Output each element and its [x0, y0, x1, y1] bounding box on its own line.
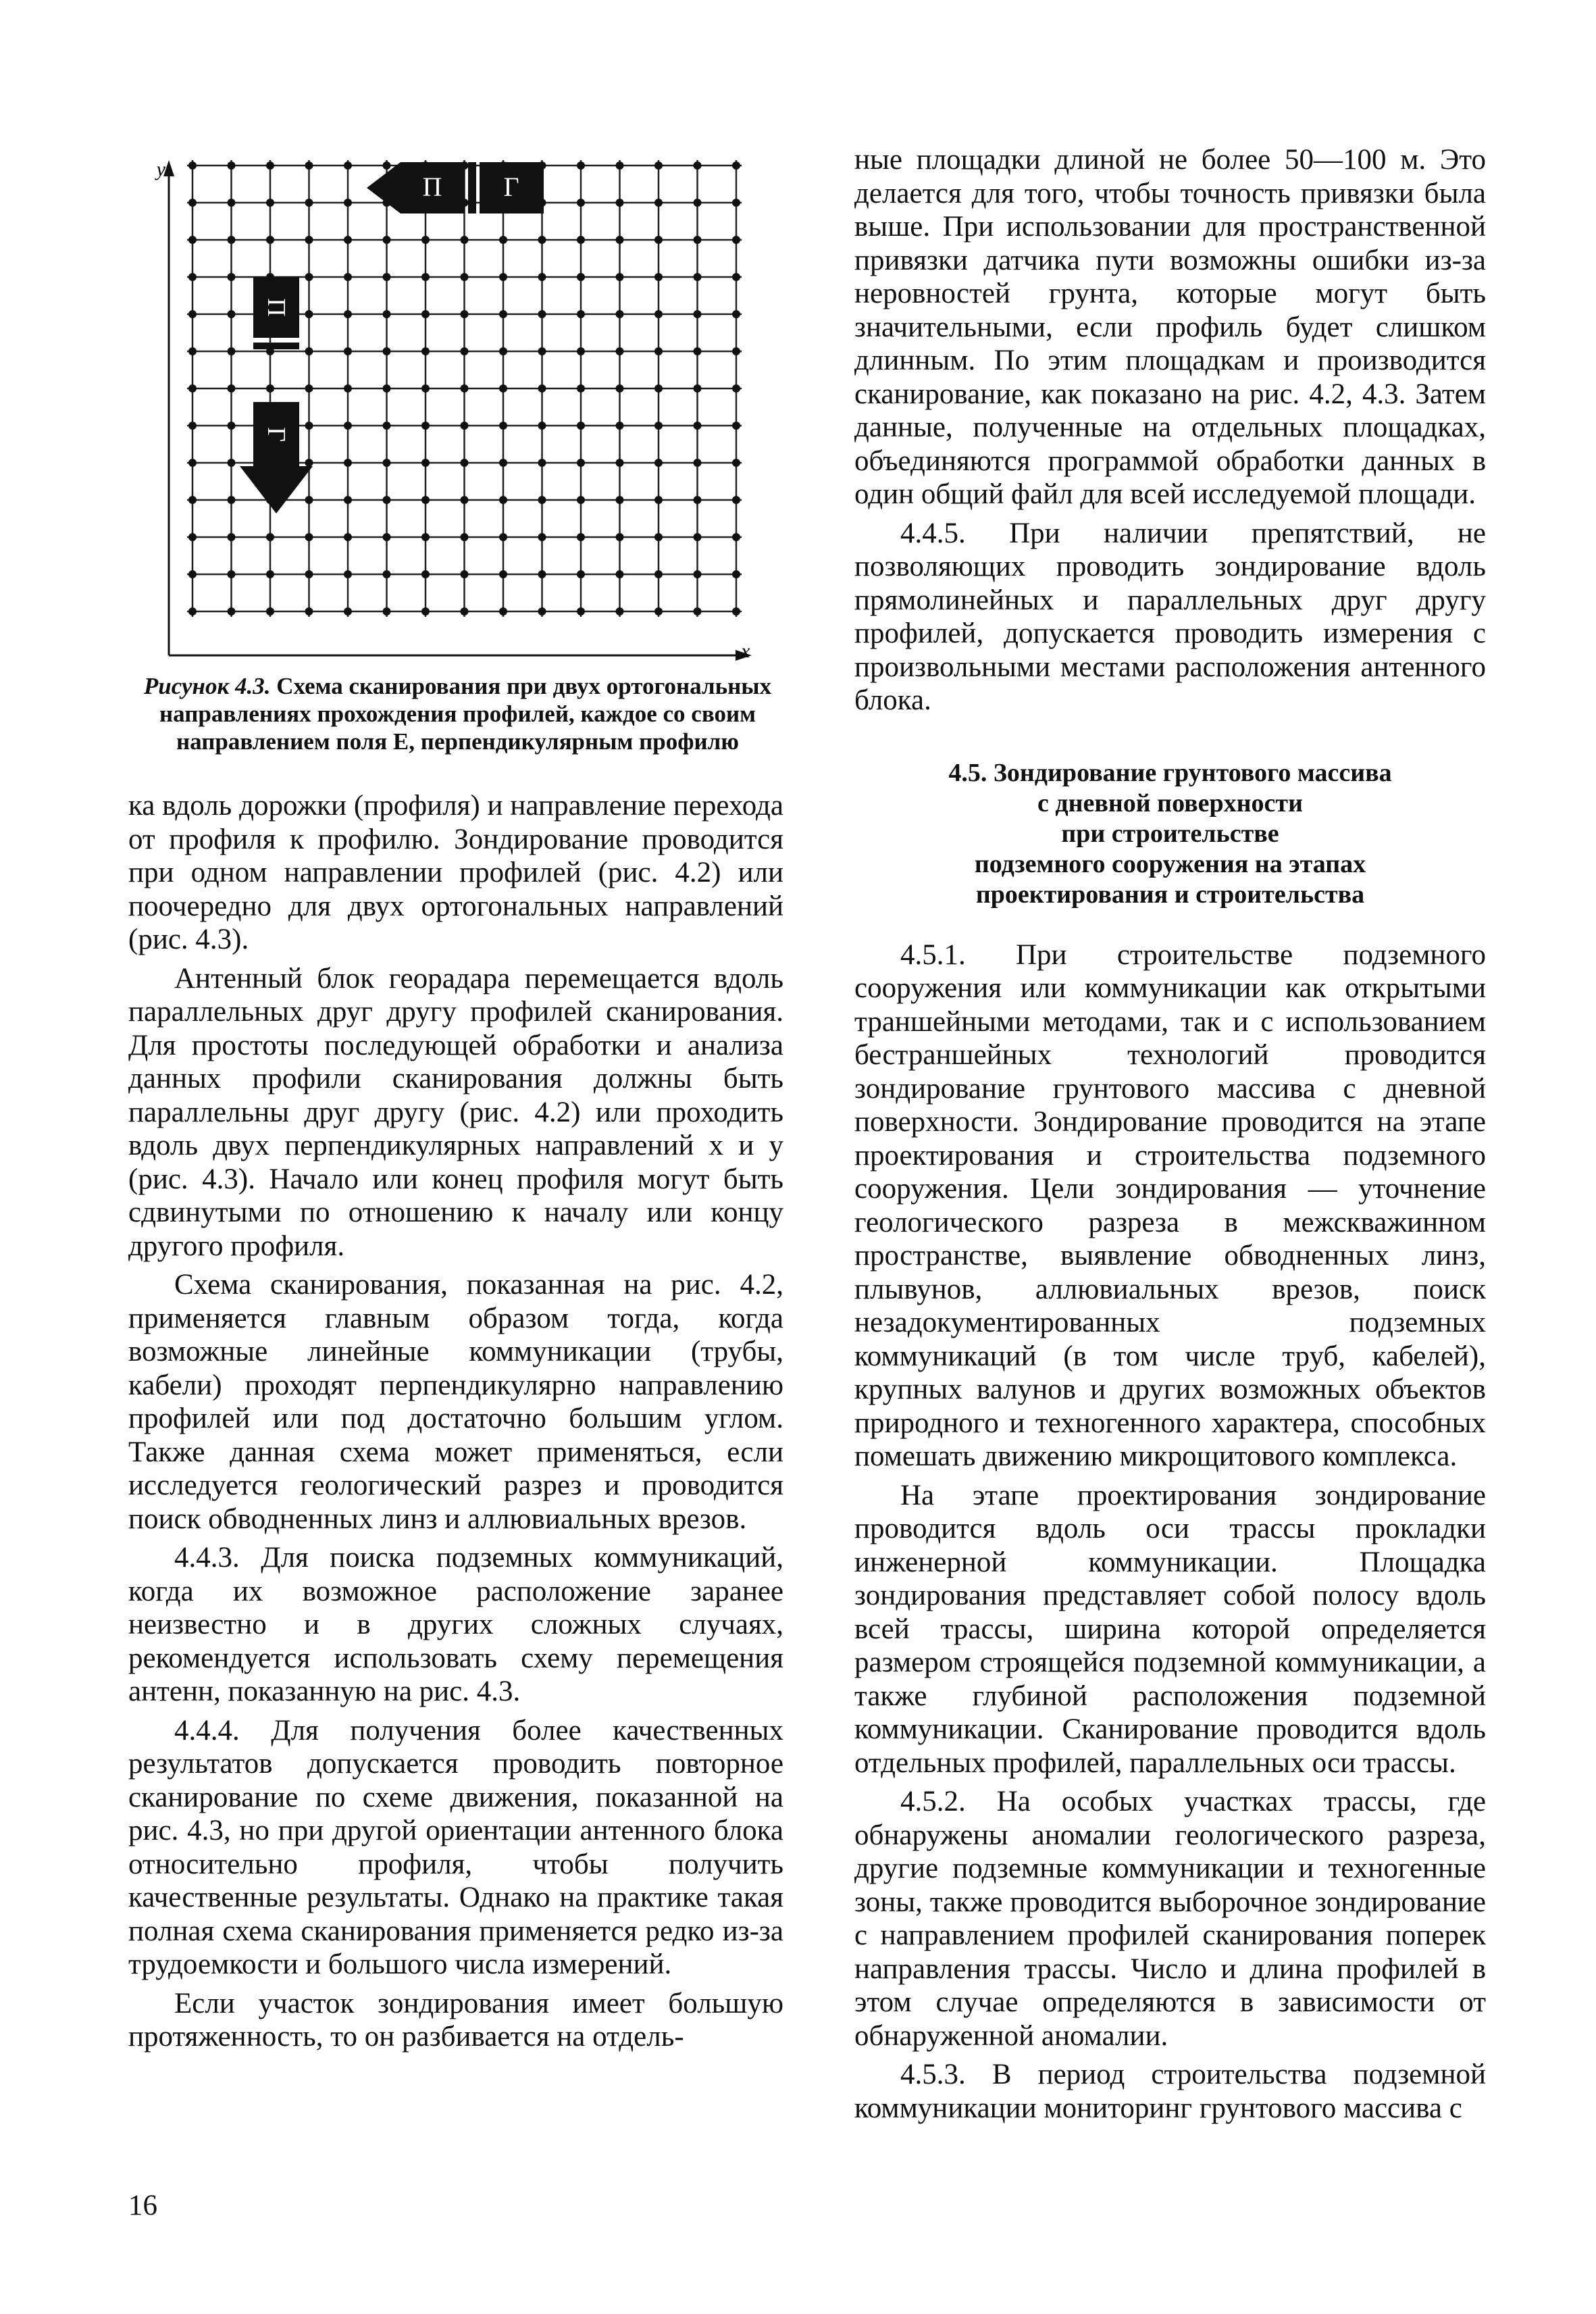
- measurement-point: [188, 607, 197, 615]
- measurement-point: [266, 607, 274, 615]
- measurement-point: [694, 310, 702, 318]
- measurement-point: [538, 607, 546, 615]
- measurement-point: [732, 533, 740, 541]
- measurement-point: [732, 570, 740, 578]
- measurement-point: [732, 199, 740, 207]
- measurement-point: [461, 533, 469, 541]
- measurement-point: [499, 607, 507, 615]
- measurement-point: [305, 384, 313, 393]
- down-arrow-head: [240, 466, 313, 513]
- measurement-point: [538, 533, 546, 541]
- right-paragraph: ные площадки длиной не более 50—100 м. Это делается для того, чтобы точность привязки была выше. При использовании для пространственной привязки датчика пути возможны ошибки из-за неровностей грунта, которые могут быть значительными, если профиль будет слишком длинным. По этим площадкам и производится сканирование, как показано на рис. 4.2, 4.3. Затем данные, полученные на отдельных площадках, объединяются программой обработки данных в один общий файл для всей исследуемой площади.: [854, 144, 1486, 510]
- measurement-point: [654, 422, 663, 430]
- measurement-point: [694, 236, 702, 244]
- measurement-point: [577, 347, 585, 355]
- measurement-point: [577, 459, 585, 467]
- measurement-point: [421, 459, 430, 467]
- measurement-point: [616, 161, 624, 170]
- measurement-point: [188, 459, 197, 467]
- left-paragraph: ка вдоль дорожки (профиля) и направление перехода от профиля к профилю. Зондирование проводится при одном направлении профилей (рис. 4.2) или поочередно для двух ортогональных направлений (рис. 4.3).: [128, 790, 783, 955]
- right-column: [854, 143, 1486, 2125]
- measurement-point: [577, 161, 585, 170]
- measurement-point: [538, 273, 546, 281]
- measurement-point: [616, 533, 624, 541]
- measurement-point: [654, 199, 663, 207]
- measurement-point: [421, 273, 430, 281]
- measurement-point: [228, 459, 236, 467]
- measurement-point: [577, 310, 585, 318]
- measurement-point: [188, 236, 197, 244]
- measurement-point: [732, 347, 740, 355]
- measurement-point: [305, 199, 313, 207]
- measurement-point: [344, 422, 352, 430]
- measurement-point: [732, 236, 740, 244]
- figure-caption: [128, 672, 787, 755]
- measurement-point: [188, 422, 197, 430]
- measurement-point: [188, 570, 197, 578]
- measurement-point: [188, 384, 197, 393]
- measurement-point: [694, 161, 702, 170]
- measurement-point: [654, 310, 663, 318]
- measurement-point: [305, 533, 313, 541]
- measurement-point: [694, 347, 702, 355]
- measurement-point: [538, 347, 546, 355]
- measurement-point: [577, 422, 585, 430]
- measurement-point: [694, 496, 702, 504]
- measurement-point: [694, 422, 702, 430]
- section-heading-line: проектирования и строительства: [975, 880, 1365, 909]
- left-paragraph: Схема сканирования, показанная на рис. 4.2, применяется главным образом тогда, когда возможные линейные коммуникации (трубы, кабели) проходят перпендикулярно направлению профилей или под достаточно большим углом. Также данная схема может применяться, если исследуется геологический разрез и проводится поиск обводненных линз и аллювиальных врезов.: [128, 1269, 783, 1535]
- measurement-point: [732, 422, 740, 430]
- measurement-point: [266, 533, 274, 541]
- measurement-point: [654, 459, 663, 467]
- measurement-point: [499, 384, 507, 393]
- left-paragraph: Антенный блок георадара перемещается вдоль параллельных друг другу профилей сканирования. Для простоты последующей обработки и анализа данных профили сканирования должны быть параллельны друг другу (рис. 4.2) или проходить вдоль двух перпендикулярных направлений x и y (рис. 4.3). Начало или конец профиля могут быть сдвинутыми по отношению к началу или концу другого профиля.: [128, 962, 783, 1262]
- measurement-point: [461, 570, 469, 578]
- measurement-point: [228, 607, 236, 615]
- measurement-point: [616, 236, 624, 244]
- measurement-point: [538, 459, 546, 467]
- measurement-point: [344, 533, 352, 541]
- measurement-point: [654, 533, 663, 541]
- measurement-point: [344, 236, 352, 244]
- measurement-point: [499, 422, 507, 430]
- measurement-point: [616, 459, 624, 467]
- right-paragraph: 4.5.2. На особых участках трассы, где обнаружены аномалии геологического разреза, другие подземные коммуникации и техногенные зоны, также проводится выборочное зондирование с направлением профилей сканирования поперек направления трассы. Число и длина профилей в этом случае определяются в зависимости от обнаруженной аномалии.: [854, 1786, 1486, 2052]
- measurement-point: [577, 607, 585, 615]
- label-p-horizontal: П: [422, 172, 442, 202]
- right-paragraph: 4.5.1. При строительстве подземного сооружения или коммуникации как открытыми траншейными методами, так и с использованием бестраншейных технологий проводится зондирование грунтового массива с дневной поверхности. Зондирование проводится на этапе проектирования и строительства подземного сооружения. Цели зондирования — уточнение геологического разреза в межскважинном пространстве, выявление обводненных линз, плывунов, аллювиальных врезов, поиск незадокументированных подземных коммуникаций (в том числе труб, кабелей), крупных валунов и других возможных объектов природного и техногенного характера, способных помешать движению микрощитового комплекса.: [854, 938, 1486, 1472]
- measurement-point: [499, 496, 507, 504]
- measurement-point: [305, 496, 313, 504]
- measurement-point: [421, 310, 430, 318]
- measurement-point: [305, 310, 313, 318]
- measurement-point: [344, 570, 352, 578]
- measurement-point: [383, 607, 391, 615]
- measurement-point: [732, 384, 740, 393]
- measurement-point: [499, 236, 507, 244]
- measurement-point: [383, 236, 391, 244]
- measurement-point: [654, 570, 663, 578]
- measurement-point: [188, 199, 197, 207]
- measurement-point: [577, 236, 585, 244]
- vertical-antenna-block: [240, 277, 313, 513]
- measurement-point: [461, 459, 469, 467]
- right-paragraph: 4.5.3. В период строительства подземной коммуникации мониторинг грунтового массива с: [854, 2059, 1486, 2124]
- measurement-point: [344, 347, 352, 355]
- measurement-point: [538, 310, 546, 318]
- section-heading-line: подземного сооружения на этапах: [974, 849, 1366, 878]
- measurement-point: [228, 384, 236, 393]
- measurement-point: [266, 570, 274, 578]
- measurement-point: [654, 273, 663, 281]
- measurement-point: [188, 310, 197, 318]
- measurement-point: [732, 496, 740, 504]
- measurement-point: [305, 347, 313, 355]
- measurement-point: [228, 496, 236, 504]
- measurement-point: [266, 384, 274, 393]
- section-heading: [854, 758, 1486, 910]
- measurement-point: [305, 570, 313, 578]
- measurement-point: [694, 570, 702, 578]
- measurement-point: [421, 236, 430, 244]
- measurement-point: [577, 533, 585, 541]
- measurement-point: [538, 236, 546, 244]
- right-paragraph: 4.4.5. При наличии препятствий, не позволяющих проводить зондирование вдоль прямолинейных и параллельных друг другу профилей, допускается проводить измерения с произвольными местами расположения антенного блока.: [854, 517, 1486, 716]
- measurement-point: [228, 199, 236, 207]
- measurement-point: [654, 496, 663, 504]
- measurement-point: [616, 310, 624, 318]
- measurement-point: [383, 422, 391, 430]
- measurement-point: [421, 347, 430, 355]
- measurement-point: [421, 570, 430, 578]
- left-paragraph: 4.4.4. Для получения более качественных результатов допускается проводить повторное сканирование по схеме движения, показанной на рис. 4.3, но при другой ориентации антенного блока относительно профиля, чтобы получить качественные результаты. Однако на практике такая полная схема сканирования применяется редко из-за трудоемкости и большого числа измерений.: [128, 1714, 783, 1980]
- section-heading-line: 4.5. Зондирование грунтового массива: [948, 758, 1392, 787]
- measurement-point: [616, 347, 624, 355]
- measurement-point: [499, 310, 507, 318]
- measurement-point: [732, 161, 740, 170]
- measurement-point: [421, 607, 430, 615]
- measurement-point: [538, 570, 546, 578]
- measurement-point: [383, 161, 391, 170]
- label-g-vertical: Г: [262, 427, 290, 442]
- measurement-point: [305, 236, 313, 244]
- measurement-point: [577, 384, 585, 393]
- measurement-point: [383, 273, 391, 281]
- scan-grid-diagram: [152, 145, 770, 669]
- measurement-point: [188, 161, 197, 170]
- measurement-point: [461, 607, 469, 615]
- measurement-point: [461, 422, 469, 430]
- measurement-point: [421, 384, 430, 393]
- measurement-point: [266, 199, 274, 207]
- measurement-point: [732, 607, 740, 615]
- measurement-point: [538, 496, 546, 504]
- measurement-point: [344, 607, 352, 615]
- measurement-point: [383, 570, 391, 578]
- measurement-point: [188, 347, 197, 355]
- measurement-point: [732, 459, 740, 467]
- left-arrow-head: [367, 162, 401, 213]
- measurement-point: [538, 422, 546, 430]
- measurement-point: [499, 347, 507, 355]
- measurement-point: [344, 199, 352, 207]
- measurement-point: [228, 533, 236, 541]
- measurement-point: [421, 422, 430, 430]
- measurement-point: [344, 384, 352, 393]
- block-separator: [468, 162, 476, 213]
- measurement-point: [344, 496, 352, 504]
- block-separator-vertical: [253, 343, 299, 349]
- measurement-point: [616, 422, 624, 430]
- measurement-point: [654, 384, 663, 393]
- measurement-point: [305, 161, 313, 170]
- measurement-point: [654, 161, 663, 170]
- measurement-point: [305, 459, 313, 467]
- measurement-point: [616, 199, 624, 207]
- measurement-point: [344, 310, 352, 318]
- measurement-point: [228, 310, 236, 318]
- measurement-point: [461, 273, 469, 281]
- measurement-point: [228, 236, 236, 244]
- measurement-point: [188, 273, 197, 281]
- measurement-point: [421, 533, 430, 541]
- measurement-point: [577, 570, 585, 578]
- measurement-point: [654, 347, 663, 355]
- measurement-point: [616, 273, 624, 281]
- measurement-point: [344, 273, 352, 281]
- measurement-point: [344, 459, 352, 467]
- left-paragraph: Если участок зондирования имеет большую протяженность, то он разбивается на отдель-: [128, 1987, 783, 2053]
- measurement-point: [305, 422, 313, 430]
- measurement-point: [383, 310, 391, 318]
- measurement-point: [694, 459, 702, 467]
- measurement-point: [266, 236, 274, 244]
- measurement-point: [499, 459, 507, 467]
- measurement-point: [616, 570, 624, 578]
- measurement-point: [383, 533, 391, 541]
- measurement-point: [228, 161, 236, 170]
- measurement-point: [654, 607, 663, 615]
- measurement-point: [732, 310, 740, 318]
- measurement-point: [305, 273, 313, 281]
- label-g-horizontal: Г: [503, 172, 519, 202]
- measurement-point: [538, 384, 546, 393]
- measurement-point: [654, 236, 663, 244]
- measurement-point: [383, 459, 391, 467]
- measurement-point: [461, 496, 469, 504]
- left-column: [128, 789, 783, 2054]
- measurement-point: [383, 384, 391, 393]
- left-paragraph: 4.4.3. Для поиска подземных коммуникаций, когда их возможное расположение заранее неизвестно и в других сложных случаях, рекомендуется использовать схему перемещения антенн, показанную на рис. 4.3.: [128, 1542, 783, 1707]
- measurement-point: [694, 533, 702, 541]
- horizontal-antenna-block: [367, 162, 544, 213]
- right-paragraph: На этапе проектирования зондирование проводится вдоль оси трассы прокладки инженерной коммуникации. Площадка зондирования представляет собой полосу вдоль всей трассы, ширина которой определяется размером строящейся подземной коммуникации, а также глубиной расположения подземной коммуникации. Сканирование проводится вдоль отдельных профилей, параллельных оси трассы.: [854, 1479, 1486, 1779]
- page-number: 16: [128, 2190, 157, 2221]
- measurement-point: [461, 347, 469, 355]
- measurement-point: [694, 384, 702, 393]
- measurement-point: [694, 607, 702, 615]
- measurement-point: [188, 533, 197, 541]
- measurement-point: [499, 273, 507, 281]
- measurement-point: [228, 347, 236, 355]
- measurement-point: [228, 570, 236, 578]
- measurement-point: [266, 161, 274, 170]
- profile-grid: [187, 160, 742, 617]
- section-heading-line: при строительстве: [1061, 819, 1279, 848]
- measurement-point: [616, 384, 624, 393]
- measurement-point: [461, 310, 469, 318]
- measurement-point: [499, 570, 507, 578]
- measurement-point: [616, 607, 624, 615]
- measurement-point: [577, 199, 585, 207]
- x-axis-label: x: [741, 640, 750, 662]
- label-p-vertical: П: [262, 298, 290, 317]
- measurement-point: [616, 496, 624, 504]
- measurement-point: [694, 273, 702, 281]
- measurement-point: [461, 236, 469, 244]
- measurement-point: [228, 422, 236, 430]
- scan-scheme-figure: [152, 145, 770, 669]
- measurement-point: [732, 273, 740, 281]
- section-heading-line: с дневной поверхности: [1037, 788, 1303, 818]
- measurement-point: [499, 533, 507, 541]
- measurement-point: [577, 496, 585, 504]
- measurement-point: [421, 496, 430, 504]
- measurement-point: [305, 607, 313, 615]
- measurement-point: [344, 161, 352, 170]
- measurement-point: [228, 273, 236, 281]
- caption-text: Схема сканирования при двух ортогональных направлениях прохождения профилей, каждое со своим направлением поля E, перпендикулярным профилю: [159, 673, 772, 755]
- measurement-point: [188, 496, 197, 504]
- measurement-point: [383, 496, 391, 504]
- measurement-point: [383, 347, 391, 355]
- measurement-point: [461, 384, 469, 393]
- measurement-point: [577, 273, 585, 281]
- y-axis-label: y: [156, 158, 165, 180]
- measurement-point: [694, 199, 702, 207]
- caption-lead: Рисунок 4.3.: [143, 673, 271, 699]
